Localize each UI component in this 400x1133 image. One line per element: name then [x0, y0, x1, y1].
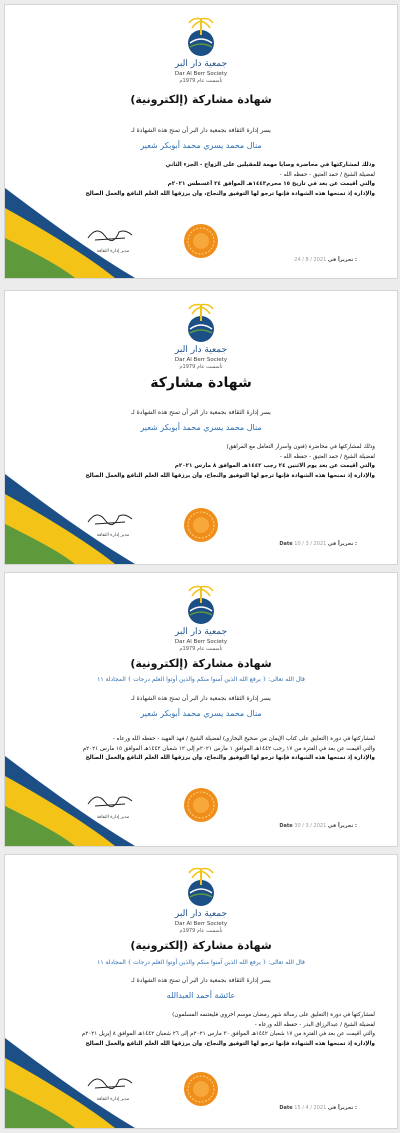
body-line: والإدارة إذ تمنحها هذه الشهادة فإنها ترجو لها التوفيق والنجاح، وأن يرزقها الله العلم النافع والعمل الصالح: [85, 190, 375, 197]
date-label: تحريراً في :: [327, 257, 357, 263]
date-value: 15 / 4 / 2021: [294, 1105, 327, 1111]
signature-icon: [85, 789, 135, 811]
brand-name-ar: جمعية دار البر: [174, 627, 228, 637]
date-label: تحريراً في :: [327, 823, 357, 829]
recipient-name: منال محمد يسري محمد أبوبكر شعير: [140, 423, 262, 432]
body-line: والإدارة إذ تمنحها هذه الشهادة فإنها ترجو لها التوفيق والنجاح، وأن يرزقها الله العلم النافع والعمل الصالح: [85, 472, 375, 479]
intro-text: يسر إدارة الثقافة بجمعية دار البر أن تمنح هذه الشهادة لـ: [131, 127, 271, 134]
issue-date: [279, 541, 357, 547]
brand-name-en: Dar Al Berr Society: [174, 71, 228, 77]
quran-verse: قال الله تعالى: ﴿ يرفع الله الذين آمنوا منكم والذين أوتوا العلم درجات ﴾ المجادلة ١١: [97, 959, 305, 966]
certificate-4: [4, 854, 398, 1129]
signature-label: مدير إدارة الثقافة: [96, 249, 130, 254]
certificate-1: [4, 4, 398, 279]
issue-date: [279, 1105, 357, 1111]
date-en-label: Date: [279, 823, 293, 829]
body-line: والإدارة إذ تمنحها هذه الشهادة فإنها ترجو لها التوفيق والنجاح، وأن يرزقها الله العلم النافع والعمل الصالح: [85, 755, 375, 761]
certificate-body: [45, 735, 375, 764]
date-en-label: Date: [279, 1105, 293, 1111]
body-line: لفضيلة الشيخ / عبدالرزاق البدر - حفظه الله ورعاه -: [254, 1021, 375, 1028]
issue-date: [294, 257, 357, 263]
recipient-name: منال محمد يسري محمد أبوبكر شعير: [140, 141, 262, 150]
brand-name-en: Dar Al Berr Society: [174, 639, 228, 645]
certificate-body: [45, 1011, 375, 1049]
certificate-body: [45, 443, 375, 481]
founded-text: تأسست عام 1979م: [179, 364, 223, 370]
intro-text: يسر إدارة الثقافة بجمعية دار البر أن تمنح هذه الشهادة لـ: [131, 409, 271, 416]
signature-label: مدير إدارة الثقافة: [96, 1097, 130, 1102]
brand-name-en: Dar Al Berr Society: [174, 357, 228, 363]
founded-text: تأسست عام 1979م: [179, 78, 223, 84]
issue-date: [279, 823, 357, 829]
date-value: 24 / 8 / 2021: [294, 257, 327, 263]
body-line: والتي أقيمت عن بعد في الفترة من ١٧ رجب ١٤٤٢هـ الموافق ١ مارس ٢٠٢١م إلى ١٢ شعبان ١٤٤٢هـ الموافق ١٥ مارس ٢٠٢١م: [82, 745, 375, 752]
body-line: وذلك لمشاركتها في محاضرة (فنون وأسرار التعامل مع المراهق): [226, 444, 375, 450]
date-label: تحريراً في :: [327, 1105, 357, 1111]
body-line: لمشاركتها في دورة (التعليق على رسالة شهر رمضان موسم أخروي فليغتنمه المسلمون): [172, 1012, 375, 1018]
signature-icon: [85, 507, 135, 529]
signature-icon: [85, 1071, 135, 1093]
intro-text: يسر إدارة الثقافة بجمعية دار البر أن تمنح هذه الشهادة لـ: [131, 977, 271, 984]
founded-text: تأسست عام 1979م: [179, 928, 223, 934]
date-value: 10 / 3 / 2021: [294, 541, 327, 547]
globe-palm-logo-icon: [178, 863, 224, 909]
date-en-label: Date: [279, 541, 293, 547]
body-line: لفضيلة الشيخ / حمد العتيق - حفظه الله -: [279, 171, 375, 178]
body-line: والإدارة إذ تمنحها هذه الشهادة فإنها ترجو لها التوفيق والنجاح، وأن يرزقها الله العلم النافع والعمل الصالح: [85, 1040, 375, 1047]
brand-name-en: Dar Al Berr Society: [174, 921, 228, 927]
certificate-title: شهادة مشاركة (إلكترونية): [130, 93, 272, 106]
certificate-title: شهادة مشاركة: [150, 375, 252, 391]
gold-seal-icon: [183, 787, 219, 823]
founded-text: تأسست عام 1979م: [179, 646, 223, 652]
certificate-3: [4, 572, 398, 847]
signature-label: مدير إدارة الثقافة: [96, 815, 130, 820]
certificate-2: [4, 290, 398, 565]
body-line: والتي أقيمت عن بعد يوم الاثنين ٢٤ رجب ١٤٤٢هـ الموافق ٨ مارس ٢٠٢١م: [174, 463, 375, 469]
body-line: والتي أقيمت عن بعد في الفترة من ١٧ شعبان ١٤٤٢هـ الموافق ٣٠ مارس ٢٠٢١م إلى ٢٦ شعبان ١٤٤٢هـ الموافق ٨ إبريل ٢٠٢١م: [81, 1031, 375, 1037]
recipient-name: عائشة أحمد العبدالله: [166, 991, 236, 1000]
body-line: لفضيلة الشيخ / حمد العتيق - حفظه الله -: [279, 453, 375, 460]
signature-icon: [85, 223, 135, 245]
quran-verse: قال الله تعالى: ﴿ يرفع الله الذين آمنوا منكم والذين أوتوا العلم درجات ﴾ المجادلة ١١: [97, 676, 305, 683]
body-line: والتي أقيمت عن بعد في تاريخ ١٥ محرم١٤٤٣هـ الموافق ٢٤ أغسطس ٢٠٢١م: [167, 181, 375, 187]
certificate-title: شهادة مشاركة (إلكترونية): [130, 939, 272, 952]
recipient-name: منال محمد يسري محمد أبوبكر شعير: [140, 709, 262, 718]
certificate-title: شهادة مشاركة (إلكترونية): [130, 657, 272, 670]
body-line: لمشاركتها في دورة (التعليق على كتاب الإيمان من صحيح البخاري) لفضيلة الشيخ / فهد الفهيد - حفظه الله ورعاه -: [112, 736, 375, 742]
body-line: وذلك لمشاركتها في محاضرة وصايا مهمة للمقبلين على الزواج - الجزء الثاني: [165, 162, 375, 168]
brand-name-ar: جمعية دار البر: [174, 59, 228, 69]
globe-palm-logo-icon: [178, 299, 224, 345]
brand-name-ar: جمعية دار البر: [174, 345, 228, 355]
date-value: 30 / 3 / 2021: [294, 823, 327, 829]
signature-label: مدير إدارة الثقافة: [96, 533, 130, 538]
gold-seal-icon: [183, 223, 219, 259]
globe-palm-logo-icon: [178, 13, 224, 59]
globe-palm-logo-icon: [178, 581, 224, 627]
brand-name-ar: جمعية دار البر: [174, 909, 228, 919]
gold-seal-icon: [183, 1071, 219, 1107]
intro-text: يسر إدارة الثقافة بجمعية دار البر أن تمنح هذه الشهادة لـ: [131, 695, 271, 702]
certificate-body: [45, 161, 375, 199]
date-label: تحريراً في :: [327, 541, 357, 547]
gold-seal-icon: [183, 507, 219, 543]
